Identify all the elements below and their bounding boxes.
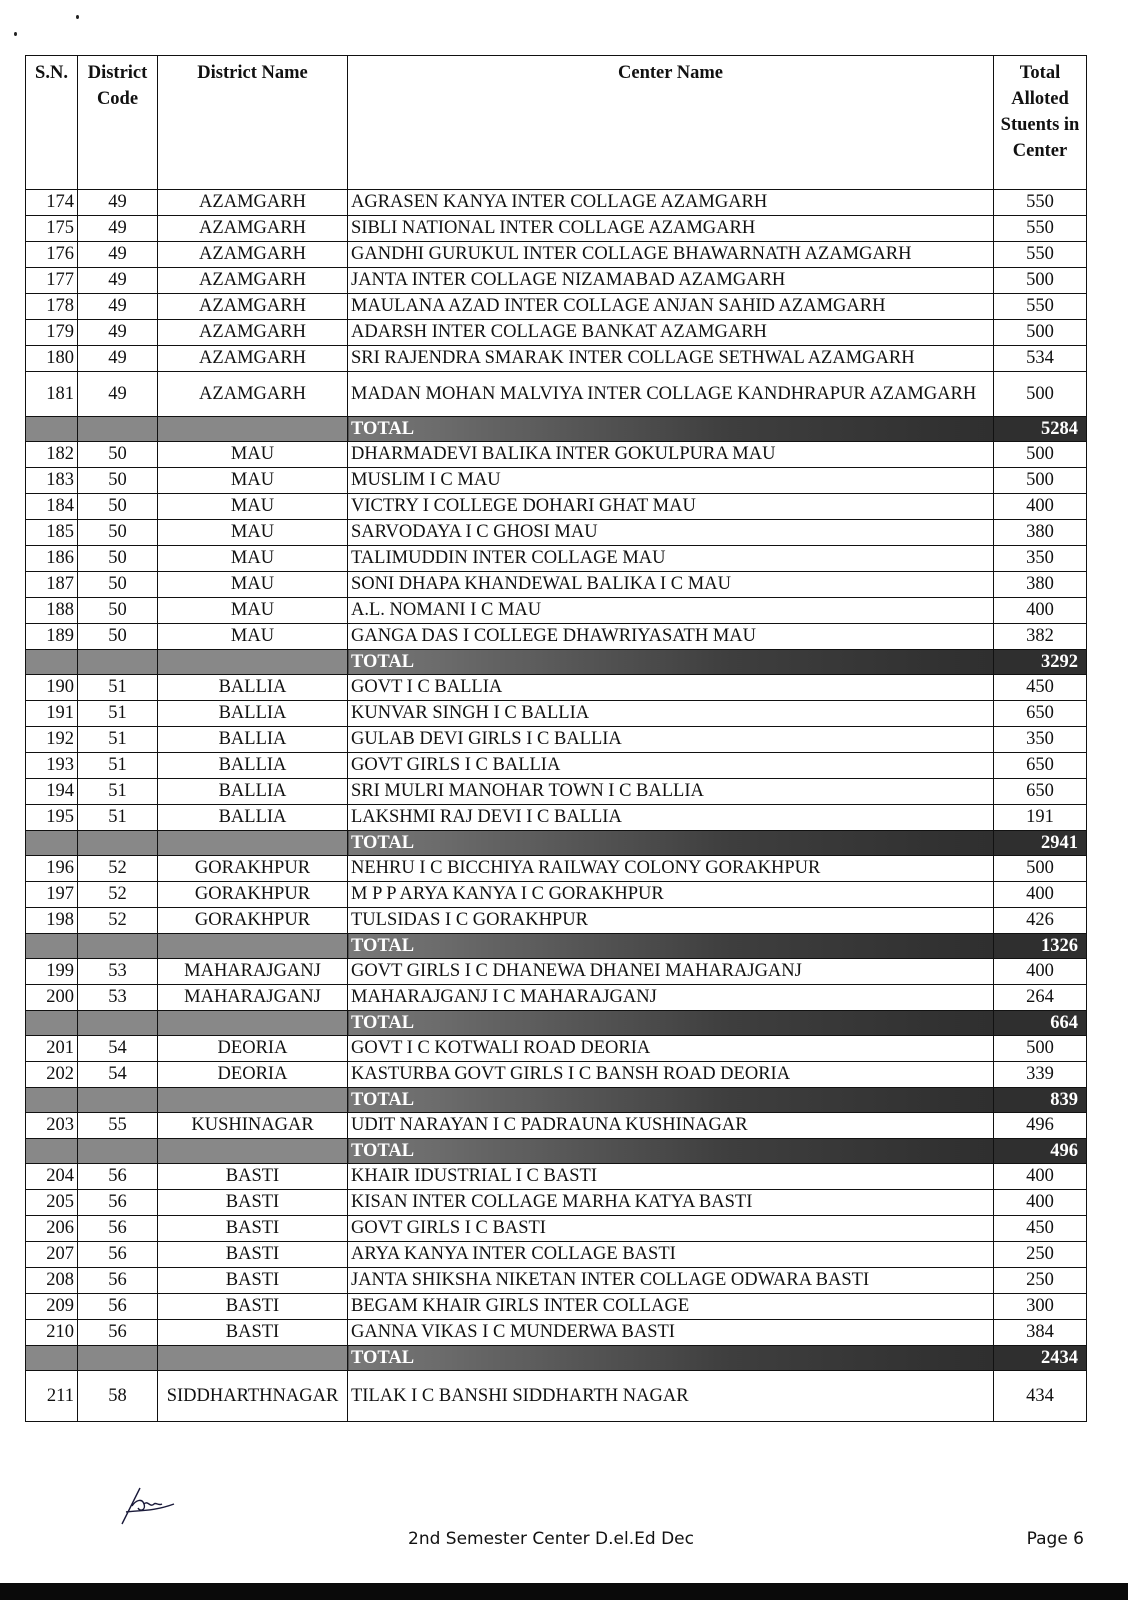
table-row xyxy=(26,268,1087,294)
center-name-cell: MUSLIM I C MAU xyxy=(348,468,994,494)
sn-cell: 207 xyxy=(26,1242,78,1268)
table-row xyxy=(26,985,1087,1011)
total-row-blank-cell xyxy=(158,1088,348,1113)
total-row-blank-cell xyxy=(78,1011,158,1036)
total-row-blank-cell xyxy=(78,1088,158,1113)
district-code-cell: 52 xyxy=(78,856,158,882)
header-center-name: Center Name xyxy=(348,56,994,190)
center-name-cell: DHARMADEVI BALIKA INTER GOKULPURA MAU xyxy=(348,442,994,468)
students-cell: 500 xyxy=(994,856,1087,882)
district-total-row xyxy=(26,1346,1087,1371)
district-name-cell: MAU xyxy=(158,546,348,572)
district-code-cell: 50 xyxy=(78,546,158,572)
students-cell: 650 xyxy=(994,753,1087,779)
students-cell: 434 xyxy=(994,1371,1087,1422)
district-total-row xyxy=(26,1139,1087,1164)
students-cell: 500 xyxy=(994,468,1087,494)
total-row-blank-cell xyxy=(26,831,78,856)
center-name-cell: KUNVAR SINGH I C BALLIA xyxy=(348,701,994,727)
table-row xyxy=(26,320,1087,346)
table-row xyxy=(26,442,1087,468)
district-name-cell: MAU xyxy=(158,624,348,650)
center-name-cell: GOVT GIRLS I C BALLIA xyxy=(348,753,994,779)
district-code-cell: 50 xyxy=(78,572,158,598)
sn-cell: 175 xyxy=(26,216,78,242)
district-total-row xyxy=(26,1088,1087,1113)
total-row-blank-cell xyxy=(26,1346,78,1371)
students-cell: 350 xyxy=(994,727,1087,753)
sn-cell: 204 xyxy=(26,1164,78,1190)
district-name-cell: AZAMGARH xyxy=(158,190,348,216)
table-row xyxy=(26,1294,1087,1320)
district-code-cell: 49 xyxy=(78,268,158,294)
center-name-cell: A.L. NOMANI I C MAU xyxy=(348,598,994,624)
center-name-cell: MAHARAJGANJ I C MAHARAJGANJ xyxy=(348,985,994,1011)
students-cell: 264 xyxy=(994,985,1087,1011)
district-name-cell: BASTI xyxy=(158,1216,348,1242)
table-row xyxy=(26,1113,1087,1139)
sn-cell: 186 xyxy=(26,546,78,572)
scan-speck xyxy=(76,15,79,19)
sn-cell: 197 xyxy=(26,882,78,908)
students-cell: 550 xyxy=(994,294,1087,320)
district-name-cell: BASTI xyxy=(158,1268,348,1294)
students-cell: 650 xyxy=(994,779,1087,805)
students-cell: 426 xyxy=(994,908,1087,934)
table-header-row xyxy=(26,56,1087,190)
center-name-cell: GANGA DAS I COLLEGE DHAWRIYASATH MAU xyxy=(348,624,994,650)
table-row xyxy=(26,805,1087,831)
center-name-cell: GOVT I C KOTWALI ROAD DEORIA xyxy=(348,1036,994,1062)
sn-cell: 184 xyxy=(26,494,78,520)
district-code-cell: 49 xyxy=(78,346,158,372)
students-cell: 400 xyxy=(994,882,1087,908)
center-name-cell: LAKSHMI RAJ DEVI I C BALLIA xyxy=(348,805,994,831)
students-cell: 339 xyxy=(994,1062,1087,1088)
students-cell: 534 xyxy=(994,346,1087,372)
district-code-cell: 54 xyxy=(78,1036,158,1062)
students-cell: 250 xyxy=(994,1268,1087,1294)
district-name-cell: KUSHINAGAR xyxy=(158,1113,348,1139)
sn-cell: 183 xyxy=(26,468,78,494)
scan-speck xyxy=(14,32,17,36)
footer-title: 2nd Semester Center D.el.Ed Dec xyxy=(408,1529,694,1549)
center-name-cell: SRI MULRI MANOHAR TOWN I C BALLIA xyxy=(348,779,994,805)
table-row xyxy=(26,190,1087,216)
total-row-blank-cell xyxy=(26,934,78,959)
district-name-cell: BASTI xyxy=(158,1294,348,1320)
total-row-blank-cell xyxy=(78,417,158,442)
district-name-cell: MAU xyxy=(158,468,348,494)
sn-cell: 195 xyxy=(26,805,78,831)
center-name-cell: UDIT NARAYAN I C PADRAUNA KUSHINAGAR xyxy=(348,1113,994,1139)
district-code-cell: 52 xyxy=(78,882,158,908)
district-code-cell: 50 xyxy=(78,520,158,546)
sn-cell: 205 xyxy=(26,1190,78,1216)
total-row-blank-cell xyxy=(78,831,158,856)
students-cell: 191 xyxy=(994,805,1087,831)
sn-cell: 189 xyxy=(26,624,78,650)
header-sn: S.N. xyxy=(26,56,78,190)
total-row-blank-cell xyxy=(158,934,348,959)
sn-cell: 202 xyxy=(26,1062,78,1088)
district-name-cell: BALLIA xyxy=(158,805,348,831)
district-code-cell: 56 xyxy=(78,1294,158,1320)
sn-cell: 199 xyxy=(26,959,78,985)
district-code-cell: 56 xyxy=(78,1320,158,1346)
sn-cell: 198 xyxy=(26,908,78,934)
center-name-cell: M P P ARYA KANYA I C GORAKHPUR xyxy=(348,882,994,908)
table-row xyxy=(26,1190,1087,1216)
students-cell: 500 xyxy=(994,320,1087,346)
district-name-cell: BASTI xyxy=(158,1164,348,1190)
district-code-cell: 49 xyxy=(78,320,158,346)
table-row xyxy=(26,346,1087,372)
district-code-cell: 51 xyxy=(78,701,158,727)
table-row xyxy=(26,908,1087,934)
sn-cell: 206 xyxy=(26,1216,78,1242)
district-code-cell: 58 xyxy=(78,1371,158,1422)
center-name-cell: SRI RAJENDRA SMARAK INTER COLLAGE SETHWAL AZAMGARH xyxy=(348,346,994,372)
table-row xyxy=(26,1371,1087,1422)
table-row xyxy=(26,753,1087,779)
sn-cell: 208 xyxy=(26,1268,78,1294)
total-label: TOTAL xyxy=(348,831,994,856)
table-row xyxy=(26,1036,1087,1062)
table-row xyxy=(26,1216,1087,1242)
district-code-cell: 50 xyxy=(78,624,158,650)
district-name-cell: AZAMGARH xyxy=(158,268,348,294)
center-name-cell: GOVT I C BALLIA xyxy=(348,675,994,701)
table-row xyxy=(26,572,1087,598)
district-name-cell: DEORIA xyxy=(158,1062,348,1088)
header-district-name: District Name xyxy=(158,56,348,190)
district-total-value: 2434 xyxy=(994,1346,1087,1371)
students-cell: 400 xyxy=(994,1190,1087,1216)
total-row-blank-cell xyxy=(158,1346,348,1371)
district-name-cell: BALLIA xyxy=(158,753,348,779)
students-cell: 650 xyxy=(994,701,1087,727)
district-total-row xyxy=(26,417,1087,442)
district-code-cell: 51 xyxy=(78,779,158,805)
sn-cell: 176 xyxy=(26,242,78,268)
table-row xyxy=(26,242,1087,268)
district-code-cell: 49 xyxy=(78,216,158,242)
total-label: TOTAL xyxy=(348,1011,994,1036)
district-total-row xyxy=(26,934,1087,959)
table-row xyxy=(26,520,1087,546)
sn-cell: 185 xyxy=(26,520,78,546)
students-cell: 400 xyxy=(994,1164,1087,1190)
sn-cell: 211 xyxy=(26,1371,78,1422)
sn-cell: 187 xyxy=(26,572,78,598)
district-code-cell: 49 xyxy=(78,242,158,268)
students-cell: 380 xyxy=(994,572,1087,598)
total-row-blank-cell xyxy=(158,1011,348,1036)
district-code-cell: 54 xyxy=(78,1062,158,1088)
district-name-cell: AZAMGARH xyxy=(158,242,348,268)
table-row xyxy=(26,494,1087,520)
district-code-cell: 56 xyxy=(78,1190,158,1216)
district-name-cell: BALLIA xyxy=(158,727,348,753)
center-name-cell: TILAK I C BANSHI SIDDHARTH NAGAR xyxy=(348,1371,994,1422)
center-name-cell: SIBLI NATIONAL INTER COLLAGE AZAMGARH xyxy=(348,216,994,242)
district-code-cell: 50 xyxy=(78,494,158,520)
district-total-value: 2941 xyxy=(994,831,1087,856)
district-name-cell: MAU xyxy=(158,598,348,624)
table-body xyxy=(26,190,1087,1422)
district-code-cell: 50 xyxy=(78,442,158,468)
district-name-cell: GORAKHPUR xyxy=(158,882,348,908)
total-row-blank-cell xyxy=(158,650,348,675)
sn-cell: 194 xyxy=(26,779,78,805)
district-name-cell: DEORIA xyxy=(158,1036,348,1062)
center-allotment-table xyxy=(25,55,1087,1422)
district-code-cell: 50 xyxy=(78,598,158,624)
center-name-cell: KASTURBA GOVT GIRLS I C BANSH ROAD DEORIA xyxy=(348,1062,994,1088)
table-row xyxy=(26,546,1087,572)
district-name-cell: AZAMGARH xyxy=(158,346,348,372)
total-row-blank-cell xyxy=(158,831,348,856)
page-number: Page 6 xyxy=(1026,1529,1084,1549)
district-name-cell: BALLIA xyxy=(158,675,348,701)
center-name-cell: GANNA VIKAS I C MUNDERWA BASTI xyxy=(348,1320,994,1346)
district-total-value: 664 xyxy=(994,1011,1087,1036)
center-name-cell: TALIMUDDIN INTER COLLAGE MAU xyxy=(348,546,994,572)
students-cell: 250 xyxy=(994,1242,1087,1268)
students-cell: 400 xyxy=(994,959,1087,985)
total-row-blank-cell xyxy=(78,1139,158,1164)
students-cell: 550 xyxy=(994,216,1087,242)
sn-cell: 181 xyxy=(26,372,78,417)
district-name-cell: BASTI xyxy=(158,1190,348,1216)
district-code-cell: 49 xyxy=(78,190,158,216)
total-row-blank-cell xyxy=(26,1088,78,1113)
district-code-cell: 56 xyxy=(78,1164,158,1190)
sn-cell: 182 xyxy=(26,442,78,468)
center-name-cell: GOVT GIRLS I C BASTI xyxy=(348,1216,994,1242)
center-name-cell: KISAN INTER COLLAGE MARHA KATYA BASTI xyxy=(348,1190,994,1216)
center-name-cell: SARVODAYA I C GHOSI MAU xyxy=(348,520,994,546)
students-cell: 350 xyxy=(994,546,1087,572)
total-row-blank-cell xyxy=(78,934,158,959)
district-name-cell: MAHARAJGANJ xyxy=(158,959,348,985)
district-code-cell: 49 xyxy=(78,294,158,320)
students-cell: 450 xyxy=(994,675,1087,701)
students-cell: 550 xyxy=(994,190,1087,216)
district-name-cell: MAU xyxy=(158,520,348,546)
sn-cell: 178 xyxy=(26,294,78,320)
district-code-cell: 56 xyxy=(78,1268,158,1294)
students-cell: 450 xyxy=(994,1216,1087,1242)
students-cell: 400 xyxy=(994,598,1087,624)
total-row-blank-cell xyxy=(26,417,78,442)
table-row xyxy=(26,1164,1087,1190)
students-cell: 500 xyxy=(994,372,1087,417)
table-row xyxy=(26,856,1087,882)
total-row-blank-cell xyxy=(78,1346,158,1371)
district-name-cell: BALLIA xyxy=(158,701,348,727)
center-name-cell: MAULANA AZAD INTER COLLAGE ANJAN SAHID AZAMGARH xyxy=(348,294,994,320)
sn-cell: 174 xyxy=(26,190,78,216)
table-row xyxy=(26,1268,1087,1294)
signature xyxy=(118,1482,178,1527)
students-cell: 384 xyxy=(994,1320,1087,1346)
center-name-cell: GULAB DEVI GIRLS I C BALLIA xyxy=(348,727,994,753)
table-row xyxy=(26,1062,1087,1088)
students-cell: 500 xyxy=(994,268,1087,294)
total-row-blank-cell xyxy=(158,417,348,442)
district-total-row xyxy=(26,831,1087,856)
students-cell: 382 xyxy=(994,624,1087,650)
center-name-cell: TULSIDAS I C GORAKHPUR xyxy=(348,908,994,934)
sn-cell: 200 xyxy=(26,985,78,1011)
sn-cell: 209 xyxy=(26,1294,78,1320)
total-label: TOTAL xyxy=(348,934,994,959)
sn-cell: 210 xyxy=(26,1320,78,1346)
students-cell: 496 xyxy=(994,1113,1087,1139)
district-name-cell: GORAKHPUR xyxy=(158,908,348,934)
students-cell: 380 xyxy=(994,520,1087,546)
district-total-value: 839 xyxy=(994,1088,1087,1113)
center-name-cell: MADAN MOHAN MALVIYA INTER COLLAGE KANDHRAPUR AZAMGARH xyxy=(348,372,994,417)
header-district-code: District Code xyxy=(78,56,158,190)
district-name-cell: SIDDHARTHNAGAR xyxy=(158,1371,348,1422)
center-name-cell: ADARSH INTER COLLAGE BANKAT AZAMGARH xyxy=(348,320,994,346)
district-code-cell: 51 xyxy=(78,805,158,831)
scan-edge-bar xyxy=(0,1583,1128,1600)
students-cell: 300 xyxy=(994,1294,1087,1320)
center-name-cell: VICTRY I COLLEGE DOHARI GHAT MAU xyxy=(348,494,994,520)
total-label: TOTAL xyxy=(348,650,994,675)
district-name-cell: MAU xyxy=(158,572,348,598)
district-code-cell: 51 xyxy=(78,675,158,701)
total-label: TOTAL xyxy=(348,417,994,442)
district-total-value: 1326 xyxy=(994,934,1087,959)
district-code-cell: 50 xyxy=(78,468,158,494)
total-label: TOTAL xyxy=(348,1088,994,1113)
sn-cell: 180 xyxy=(26,346,78,372)
table-row xyxy=(26,294,1087,320)
district-name-cell: BALLIA xyxy=(158,779,348,805)
center-name-cell: ARYA KANYA INTER COLLAGE BASTI xyxy=(348,1242,994,1268)
district-name-cell: MAU xyxy=(158,494,348,520)
district-code-cell: 49 xyxy=(78,372,158,417)
sn-cell: 177 xyxy=(26,268,78,294)
students-cell: 500 xyxy=(994,1036,1087,1062)
district-code-cell: 56 xyxy=(78,1242,158,1268)
center-name-cell: JANTA INTER COLLAGE NIZAMABAD AZAMGARH xyxy=(348,268,994,294)
table-row xyxy=(26,1320,1087,1346)
total-label: TOTAL xyxy=(348,1139,994,1164)
sn-cell: 191 xyxy=(26,701,78,727)
district-name-cell: GORAKHPUR xyxy=(158,856,348,882)
total-row-blank-cell xyxy=(26,650,78,675)
table-row xyxy=(26,372,1087,417)
district-name-cell: AZAMGARH xyxy=(158,372,348,417)
table-row xyxy=(26,675,1087,701)
district-code-cell: 51 xyxy=(78,753,158,779)
header-total-students: Total Alloted Stuents in Center xyxy=(994,56,1087,190)
sn-cell: 196 xyxy=(26,856,78,882)
sn-cell: 192 xyxy=(26,727,78,753)
district-code-cell: 51 xyxy=(78,727,158,753)
table-row xyxy=(26,1242,1087,1268)
table-row xyxy=(26,882,1087,908)
center-name-cell: KHAIR IDUSTRIAL I C BASTI xyxy=(348,1164,994,1190)
table-row xyxy=(26,779,1087,805)
district-code-cell: 55 xyxy=(78,1113,158,1139)
sn-cell: 179 xyxy=(26,320,78,346)
district-name-cell: AZAMGARH xyxy=(158,216,348,242)
students-cell: 550 xyxy=(994,242,1087,268)
district-name-cell: BASTI xyxy=(158,1242,348,1268)
table-row xyxy=(26,468,1087,494)
center-name-cell: GOVT GIRLS I C DHANEWA DHANEI MAHARAJGANJ xyxy=(348,959,994,985)
table-row xyxy=(26,624,1087,650)
total-row-blank-cell xyxy=(158,1139,348,1164)
district-code-cell: 52 xyxy=(78,908,158,934)
total-row-blank-cell xyxy=(26,1139,78,1164)
sn-cell: 201 xyxy=(26,1036,78,1062)
district-total-row xyxy=(26,650,1087,675)
center-name-cell: NEHRU I C BICCHIYA RAILWAY COLONY GORAKHPUR xyxy=(348,856,994,882)
district-total-value: 5284 xyxy=(994,417,1087,442)
students-cell: 400 xyxy=(994,494,1087,520)
district-name-cell: AZAMGARH xyxy=(158,320,348,346)
table-row xyxy=(26,727,1087,753)
center-name-cell: JANTA SHIKSHA NIKETAN INTER COLLAGE ODWARA BASTI xyxy=(348,1268,994,1294)
district-name-cell: BASTI xyxy=(158,1320,348,1346)
center-name-cell: BEGAM KHAIR GIRLS INTER COLLAGE xyxy=(348,1294,994,1320)
center-name-cell: AGRASEN KANYA INTER COLLAGE AZAMGARH xyxy=(348,190,994,216)
center-name-cell: SONI DHAPA KHANDEWAL BALIKA I C MAU xyxy=(348,572,994,598)
students-cell: 500 xyxy=(994,442,1087,468)
sn-cell: 193 xyxy=(26,753,78,779)
total-label: TOTAL xyxy=(348,1346,994,1371)
sn-cell: 203 xyxy=(26,1113,78,1139)
district-code-cell: 53 xyxy=(78,959,158,985)
district-total-value: 3292 xyxy=(994,650,1087,675)
district-code-cell: 53 xyxy=(78,985,158,1011)
total-row-blank-cell xyxy=(26,1011,78,1036)
table-row xyxy=(26,598,1087,624)
sn-cell: 188 xyxy=(26,598,78,624)
table-row xyxy=(26,959,1087,985)
district-total-value: 496 xyxy=(994,1139,1087,1164)
district-name-cell: MAHARAJGANJ xyxy=(158,985,348,1011)
sn-cell: 190 xyxy=(26,675,78,701)
total-row-blank-cell xyxy=(78,650,158,675)
district-name-cell: AZAMGARH xyxy=(158,294,348,320)
table-row xyxy=(26,701,1087,727)
table-row xyxy=(26,216,1087,242)
district-name-cell: MAU xyxy=(158,442,348,468)
district-code-cell: 56 xyxy=(78,1216,158,1242)
center-name-cell: GANDHI GURUKUL INTER COLLAGE BHAWARNATH AZAMGARH xyxy=(348,242,994,268)
district-total-row xyxy=(26,1011,1087,1036)
